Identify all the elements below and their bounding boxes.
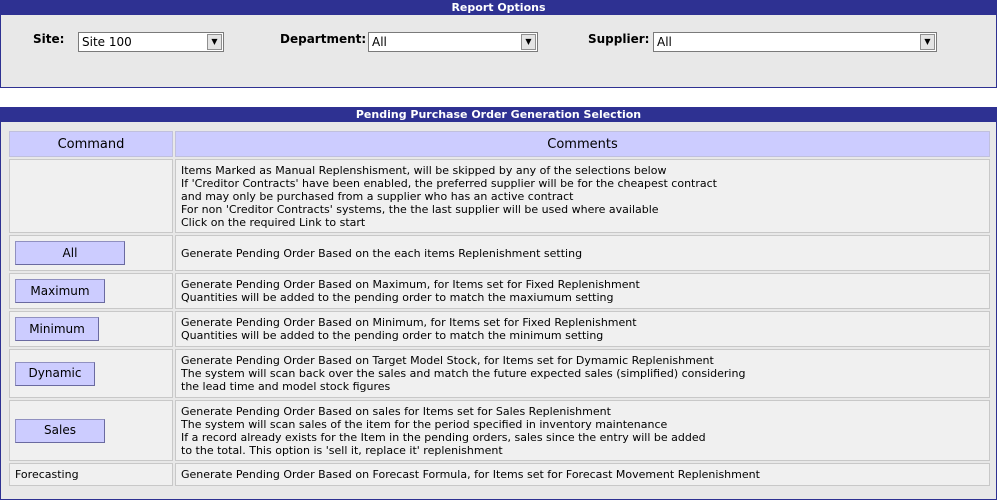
intro-command-cell xyxy=(9,159,173,233)
table-header-row xyxy=(9,131,990,157)
supplier-select[interactable] xyxy=(653,32,937,52)
all-button[interactable]: All xyxy=(15,241,125,265)
comment-line: Quantities will be added to the pending order to match the maxiumum setting xyxy=(181,291,614,304)
command-table xyxy=(7,129,992,488)
sales-button[interactable]: Sales xyxy=(15,419,105,443)
comment-line: to the total. This option is 'sell it, replace it' replenishment xyxy=(181,443,503,457)
supplier-label: Supplier: xyxy=(588,32,650,46)
comment-line: Generate Pending Order Based on Maximum, for Items set for Fixed Replenishment xyxy=(181,278,640,291)
table-row xyxy=(9,235,990,271)
intro-row xyxy=(9,159,990,233)
dynamic-button[interactable]: Dynamic xyxy=(15,362,95,386)
comment-line: Generate Pending Order Based on Target Model Stock, for Items set for Dymamic Replenishment xyxy=(181,354,714,367)
comment-line: Generate Pending Order Based on the each items Replenishment setting xyxy=(181,246,583,260)
comment-line: Quantities will be added to the pending order to match the minimum setting xyxy=(181,329,604,342)
chevron-down-icon[interactable]: ▼ xyxy=(207,34,222,50)
forecasting-label: Forecasting xyxy=(15,468,79,481)
chevron-down-icon[interactable]: ▼ xyxy=(920,34,935,50)
department-select[interactable] xyxy=(368,32,538,52)
comments-column-header: Comments xyxy=(175,131,990,157)
table-row xyxy=(9,463,990,486)
intro-line: Items Marked as Manual Replenshisment, will be skipped by any of the selections below xyxy=(181,163,667,177)
table-row xyxy=(9,273,990,309)
table-row xyxy=(9,400,990,461)
intro-comments-cell xyxy=(175,159,990,233)
comment-line: Generate Pending Order Based on Forecast Formula, for Items set for Forecast Movement Replenishment xyxy=(181,468,760,481)
table-row xyxy=(9,349,990,398)
report-options-panel xyxy=(0,0,997,88)
comment-line: If a record already exists for the Item in the pending orders, sales since the entry will be added xyxy=(181,430,706,444)
intro-line: If 'Creditor Contracts' have been enabled, the preferred supplier will be for the cheapest contract xyxy=(181,176,717,190)
site-select[interactable] xyxy=(78,32,224,52)
intro-line: and may only be purchased from a supplier who has an active contract xyxy=(181,189,574,203)
site-label: Site: xyxy=(33,32,65,46)
comment-line: The system will scan sales of the item for the period specified in inventory maintenance xyxy=(181,417,668,431)
department-select-value: All xyxy=(372,35,387,49)
supplier-select-value: All xyxy=(657,35,672,49)
comment-line: The system will scan back over the sales and match the future expected sales (simplified) considering xyxy=(181,367,746,380)
comment-line: Generate Pending Order Based on sales for Items set for Sales Replenishment xyxy=(181,404,611,418)
maximum-button[interactable]: Maximum xyxy=(15,279,105,303)
chevron-down-icon[interactable]: ▼ xyxy=(521,34,536,50)
site-select-value: Site 100 xyxy=(82,35,132,49)
command-column-header: Command xyxy=(9,131,173,157)
table-row xyxy=(9,311,990,347)
intro-line: Click on the required Link to start xyxy=(181,215,366,229)
pending-order-title: Pending Purchase Order Generation Selection xyxy=(1,108,996,122)
pending-order-panel xyxy=(0,107,997,500)
report-options-title: Report Options xyxy=(1,1,996,15)
intro-line: For non 'Creditor Contracts' systems, the the last supplier will be used where available xyxy=(181,202,659,216)
comment-line: the lead time and model stock figures xyxy=(181,380,391,393)
department-label: Department: xyxy=(280,32,367,46)
minimum-button[interactable]: Minimum xyxy=(15,317,99,341)
comment-line: Generate Pending Order Based on Minimum, for Items set for Fixed Replenishment xyxy=(181,316,637,329)
